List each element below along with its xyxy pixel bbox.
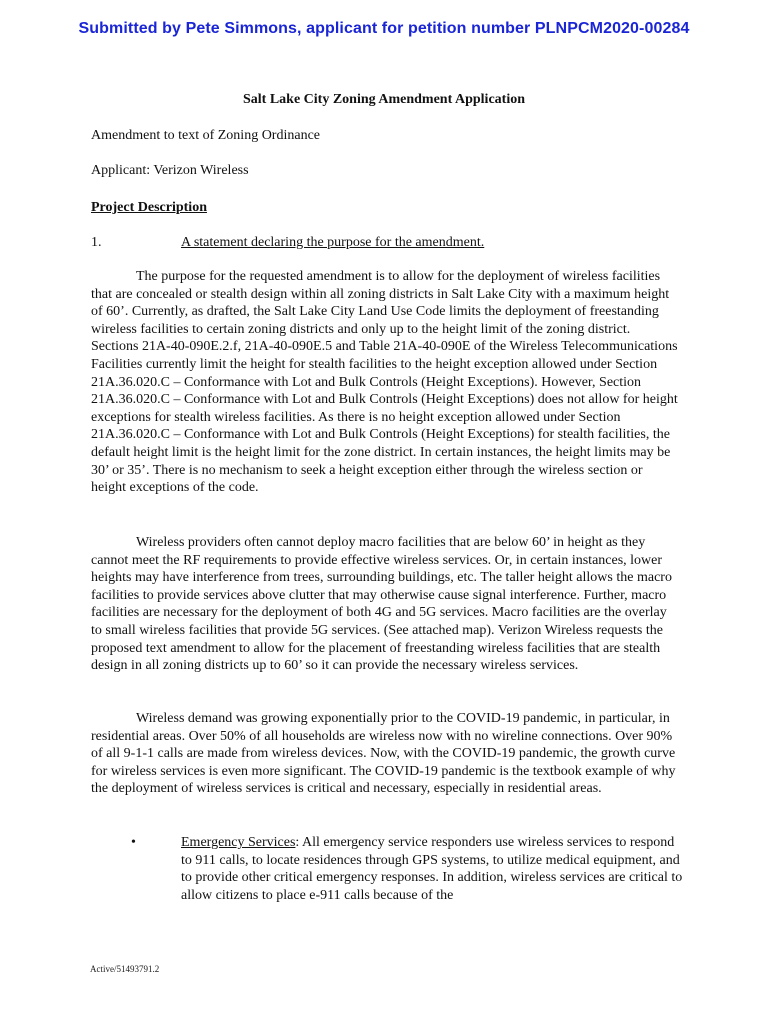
item-text: A statement declaring the purpose for the amendment.	[181, 235, 485, 250]
bullet-body	[181, 834, 686, 904]
bullet-item-emergency-services	[131, 834, 686, 904]
section-heading: Project Description	[91, 200, 207, 215]
numbered-item	[91, 235, 484, 251]
bullet-text: : All emergency service responders use wireless services to respond to 911 calls, to locate residences through GPS systems, to utilize medical equipment, and to provide other critical emergency responses. In addition, wireless services are critical to allow citizens to place e-911 calls because of the	[181, 835, 683, 903]
item-number: 1.	[91, 235, 102, 250]
document-title: Salt Lake City Zoning Amendment Application	[243, 92, 525, 107]
paragraph-wireless-demand: Wireless demand was growing exponentially prior to the COVID-19 pandemic, in particular, in residential areas. Over 50% of all households are wireless now with no wireline connections. Over 90% of all 9-1-1 calls are made from wireless devices. Now, with the COVID-19 pandemic, the growth curve for wireless services is even more significant. The COVID-19 pandemic is the textbook example of why the deployment of wireless services is critical and necessary, especially in residential areas.	[91, 711, 676, 797]
paragraph-purpose: The purpose for the requested amendment is to allow for the deployment of wireless facilities that are concealed or stealth design within all zoning districts in Salt Lake City with a maximum height of 60’. Currently, as drafted, the Salt Lake City Land Use Code limits the deployment of freestanding wireless facilities to certain zoning districts and only up to the height limit of the zoning district. Sections 21A-40-090E.2.f, 21A-40-090E.5 and Table 21A-40-090E of the Wireless Telecommunications Facilities currently limit the height for stealth facilities to the height exception allowed under Section 21A.36.020.C – Conformance with Lot and Bulk Controls (Height Exceptions). However, Section 21A.36.020.C – Conformance with Lot and Bulk Controls (Height Exceptions) does not allow for height exceptions for stealth wireless facilities. As there is no height exception allowed under Section 21A.36.020.C – Conformance with Lot and Bulk Controls (Height Exceptions) for stealth facilities, the default height limit is the height limit for the zone district. In certain instances, the height limits may be 30’ or 35’. There is no mechanism to seek a height exception either through the wireless section or height exceptions of the code.	[91, 269, 678, 496]
applicant-line: Applicant: Verizon Wireless	[91, 163, 249, 178]
paragraph-macro-facilities: Wireless providers often cannot deploy macro facilities that are below 60’ in height as they cannot meet the RF requirements to provide effective wireless services. Or, in certain instances, lower heights may have interference from trees, surrounding buildings, etc. The taller height allows the macro facilities to provide services above clutter that may otherwise cause signal interference. Further, macro facilities are necessary for the deployment of both 4G and 5G services. Macro facilities are the overlay to small wireless facilities that provide 5G services. (See attached map). Verizon Wireless requests the proposed text amendment to allow for the placement of freestanding wireless facilities that are stealth design in all zoning districts up to 60’ so it can provide the necessary wireless services.	[91, 535, 672, 674]
footer-doc-id: Active/51493791.2	[90, 964, 160, 974]
bullet-heading: Emergency Services	[181, 835, 296, 850]
amendment-line: Amendment to text of Zoning Ordinance	[91, 128, 320, 143]
submitted-by-banner: Submitted by Pete Simmons, applicant for petition number PLNPCM2020-00284	[78, 20, 690, 37]
bullet-icon: •	[131, 835, 136, 850]
